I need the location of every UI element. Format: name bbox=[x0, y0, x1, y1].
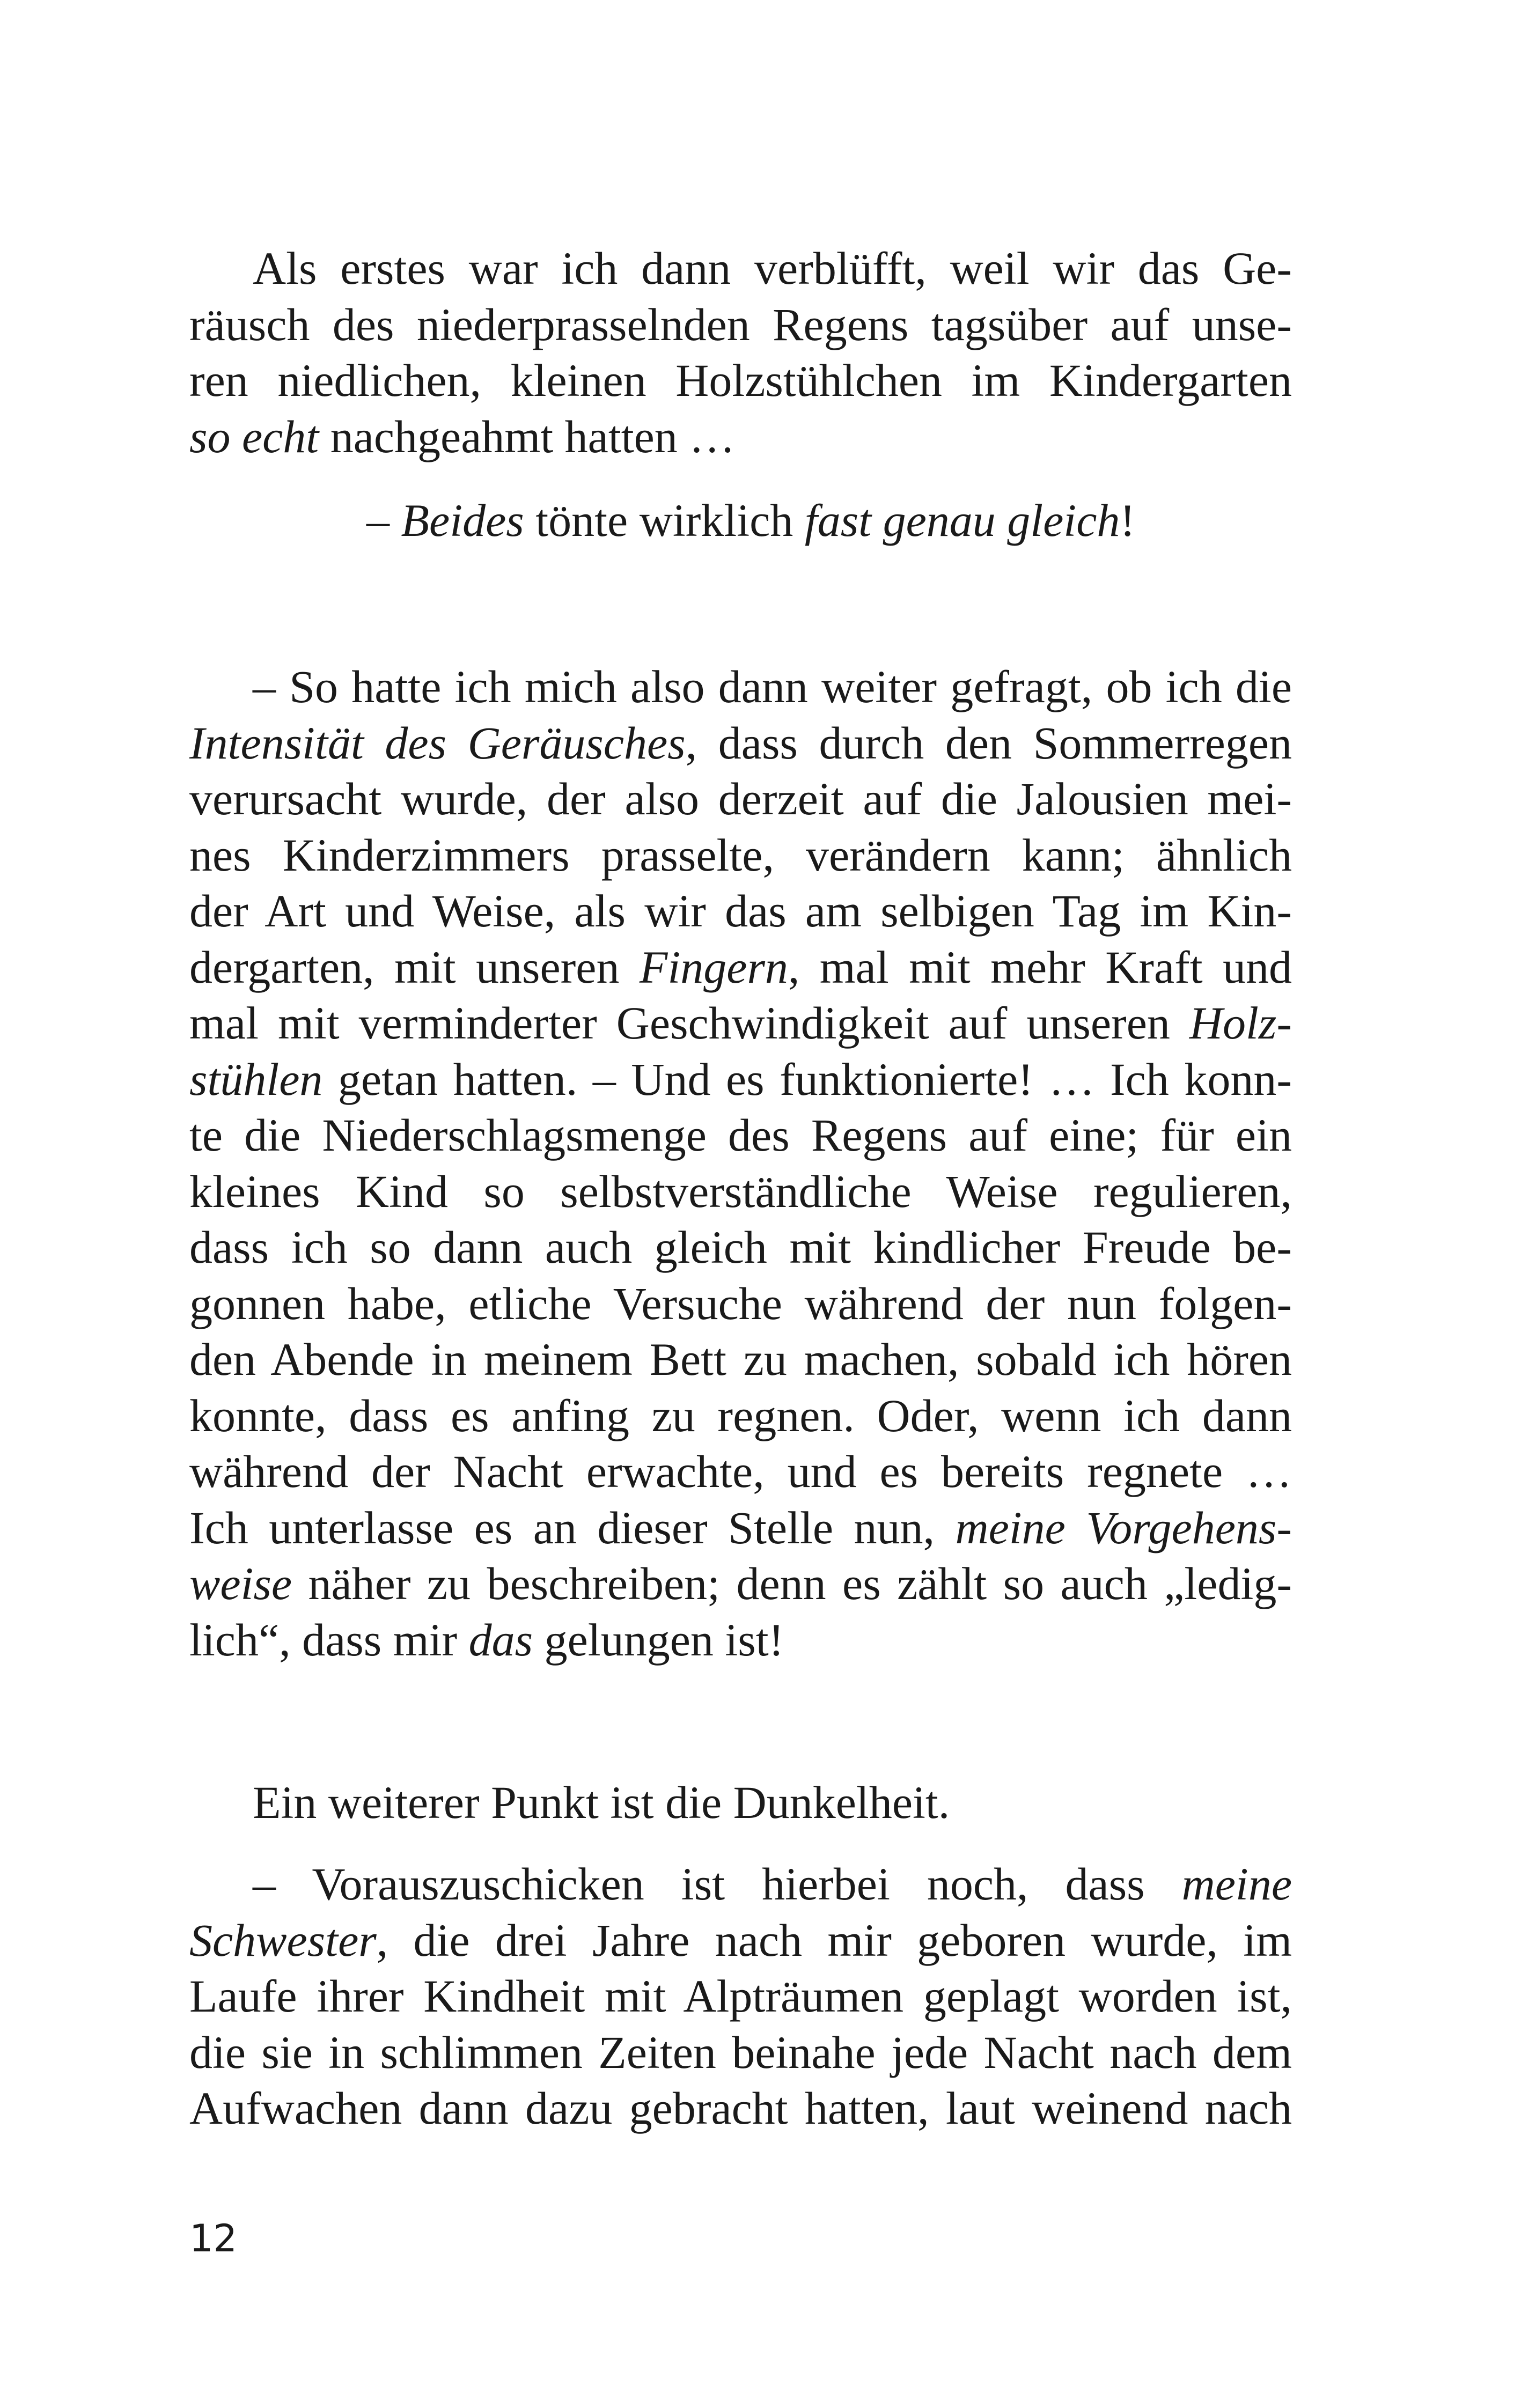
text-run: – bbox=[366, 495, 401, 546]
text-line bbox=[189, 1331, 1292, 1388]
text-run: Aufwachen dann dazu gebracht hatten, laut weinend nach bbox=[189, 2082, 1292, 2134]
text-run: Ein weiterer Punkt ist die Dunkelheit. bbox=[253, 1777, 950, 1828]
italic-text: das bbox=[468, 1614, 533, 1666]
text-run: lich“, dass mir bbox=[189, 1614, 469, 1666]
text-run: kleines Kind so selbstverständliche Weise regulieren, bbox=[189, 1165, 1292, 1217]
text-run: Als erstes war ich dann verblüfft, weil wir das Ge- bbox=[253, 242, 1292, 294]
text-run: – Vorauszuschicken ist hierbei noch, dass bbox=[253, 1858, 1182, 1910]
text-run: während der Nacht erwachte, und es bereits regnete … bbox=[189, 1446, 1292, 1497]
text-run: te die Niederschlagsmenge des Regens auf eine; für ein bbox=[189, 1109, 1292, 1161]
paragraph-4 bbox=[189, 1774, 1292, 1831]
text-run: Ich unterlasse es an dieser Stelle nun, bbox=[189, 1501, 956, 1553]
text-line bbox=[189, 352, 1292, 409]
italic-text: Holz- bbox=[1189, 997, 1292, 1049]
text-run: , dass durch den Sommerregen bbox=[685, 717, 1292, 769]
italic-text: weise bbox=[189, 1558, 292, 1609]
text-line bbox=[189, 1388, 1292, 1444]
text-run: verursacht wurde, der also derzeit auf die Jalousien mei- bbox=[189, 773, 1292, 824]
paragraph-5 bbox=[189, 1856, 1292, 2137]
text-line bbox=[189, 1164, 1292, 1220]
text-run: die sie in schlimmen Zeiten beinahe jede Nacht nach dem bbox=[189, 2026, 1292, 2078]
text-line bbox=[189, 827, 1292, 883]
text-line bbox=[366, 492, 1292, 549]
text-run: , die drei Jahre nach mir geboren wurde, im bbox=[376, 1914, 1292, 1966]
text-line bbox=[189, 1556, 1292, 1612]
text-run: nachgeahmt hatten … bbox=[319, 410, 736, 462]
text-run: – So hatte ich mich also dann weiter gefragt, ob ich die bbox=[253, 661, 1292, 712]
text-run: gonnen habe, etliche Versuche während der nun folgen- bbox=[189, 1277, 1292, 1329]
text-run: getan hatten. – Und es funktionierte! … Ich konn- bbox=[322, 1053, 1292, 1105]
text-run: Laufe ihrer Kindheit mit Alpträumen geplagt worden ist, bbox=[189, 1970, 1292, 2022]
text-line bbox=[189, 1612, 1292, 1668]
text-line bbox=[189, 1500, 1292, 1556]
page-number: 12 bbox=[189, 2216, 238, 2260]
text-run: , mal mit mehr Kraft und bbox=[788, 941, 1292, 993]
text-line bbox=[189, 1219, 1292, 1276]
text-line bbox=[189, 715, 1292, 771]
italic-text: Beides bbox=[401, 495, 524, 546]
text-line bbox=[189, 409, 1292, 465]
italic-text: so echt bbox=[189, 410, 319, 462]
paragraph-1 bbox=[189, 240, 1292, 465]
text-line bbox=[189, 1444, 1292, 1500]
italic-text: meine Vorgehens- bbox=[955, 1501, 1292, 1553]
paragraph-2-dialogue bbox=[189, 492, 1292, 549]
text-run: ! bbox=[1120, 495, 1136, 546]
text-line bbox=[189, 1856, 1292, 1912]
text-line bbox=[189, 1968, 1292, 2024]
text-line bbox=[189, 659, 1292, 715]
text-line bbox=[189, 1107, 1292, 1164]
text-run: der Art und Weise, als wir das am selbigen Tag im Kin- bbox=[189, 885, 1292, 937]
text-run: ren niedlichen, kleinen Holzstühlchen im Kindergarten bbox=[189, 355, 1292, 406]
text-line bbox=[189, 2080, 1292, 2137]
text-line bbox=[189, 1276, 1292, 1332]
text-line bbox=[189, 1774, 1292, 1831]
text-run: näher zu beschreiben; denn es zählt so auch „ledig- bbox=[292, 1558, 1292, 1609]
text-line bbox=[189, 1912, 1292, 1969]
text-run: nes Kinderzimmers prasselte, verändern kann; ähnlich bbox=[189, 829, 1292, 881]
italic-text: meine bbox=[1181, 1858, 1292, 1910]
text-line bbox=[189, 2024, 1292, 2081]
italic-text: Fingern bbox=[639, 941, 788, 993]
text-run: tönte wirklich bbox=[524, 495, 805, 546]
text-run: dergarten, mit unseren bbox=[189, 941, 640, 993]
text-line bbox=[189, 771, 1292, 827]
italic-text: stühlen bbox=[189, 1053, 323, 1105]
text-line bbox=[189, 240, 1292, 297]
text-line bbox=[189, 1051, 1292, 1108]
text-run: gelungen ist! bbox=[533, 1614, 784, 1666]
text-line bbox=[189, 297, 1292, 353]
italic-text: fast genau gleich bbox=[804, 495, 1120, 546]
text-line bbox=[189, 995, 1292, 1051]
text-line bbox=[189, 939, 1292, 996]
text-run: mal mit verminderter Geschwindigkeit auf unseren bbox=[189, 997, 1189, 1049]
italic-text: Intensität des Geräusches bbox=[189, 717, 686, 769]
text-line bbox=[189, 883, 1292, 939]
text-run: den Abende in meinem Bett zu machen, sobald ich hören bbox=[189, 1334, 1292, 1385]
text-run: konnte, dass es anfing zu regnen. Oder, wenn ich dann bbox=[189, 1389, 1292, 1441]
italic-text: Schwester bbox=[189, 1914, 377, 1966]
paragraph-3 bbox=[189, 659, 1292, 1668]
text-run: räusch des niederprasselnden Regens tagsüber auf unse- bbox=[189, 298, 1292, 350]
text-run: dass ich so dann auch gleich mit kindlicher Freude be- bbox=[189, 1221, 1292, 1273]
